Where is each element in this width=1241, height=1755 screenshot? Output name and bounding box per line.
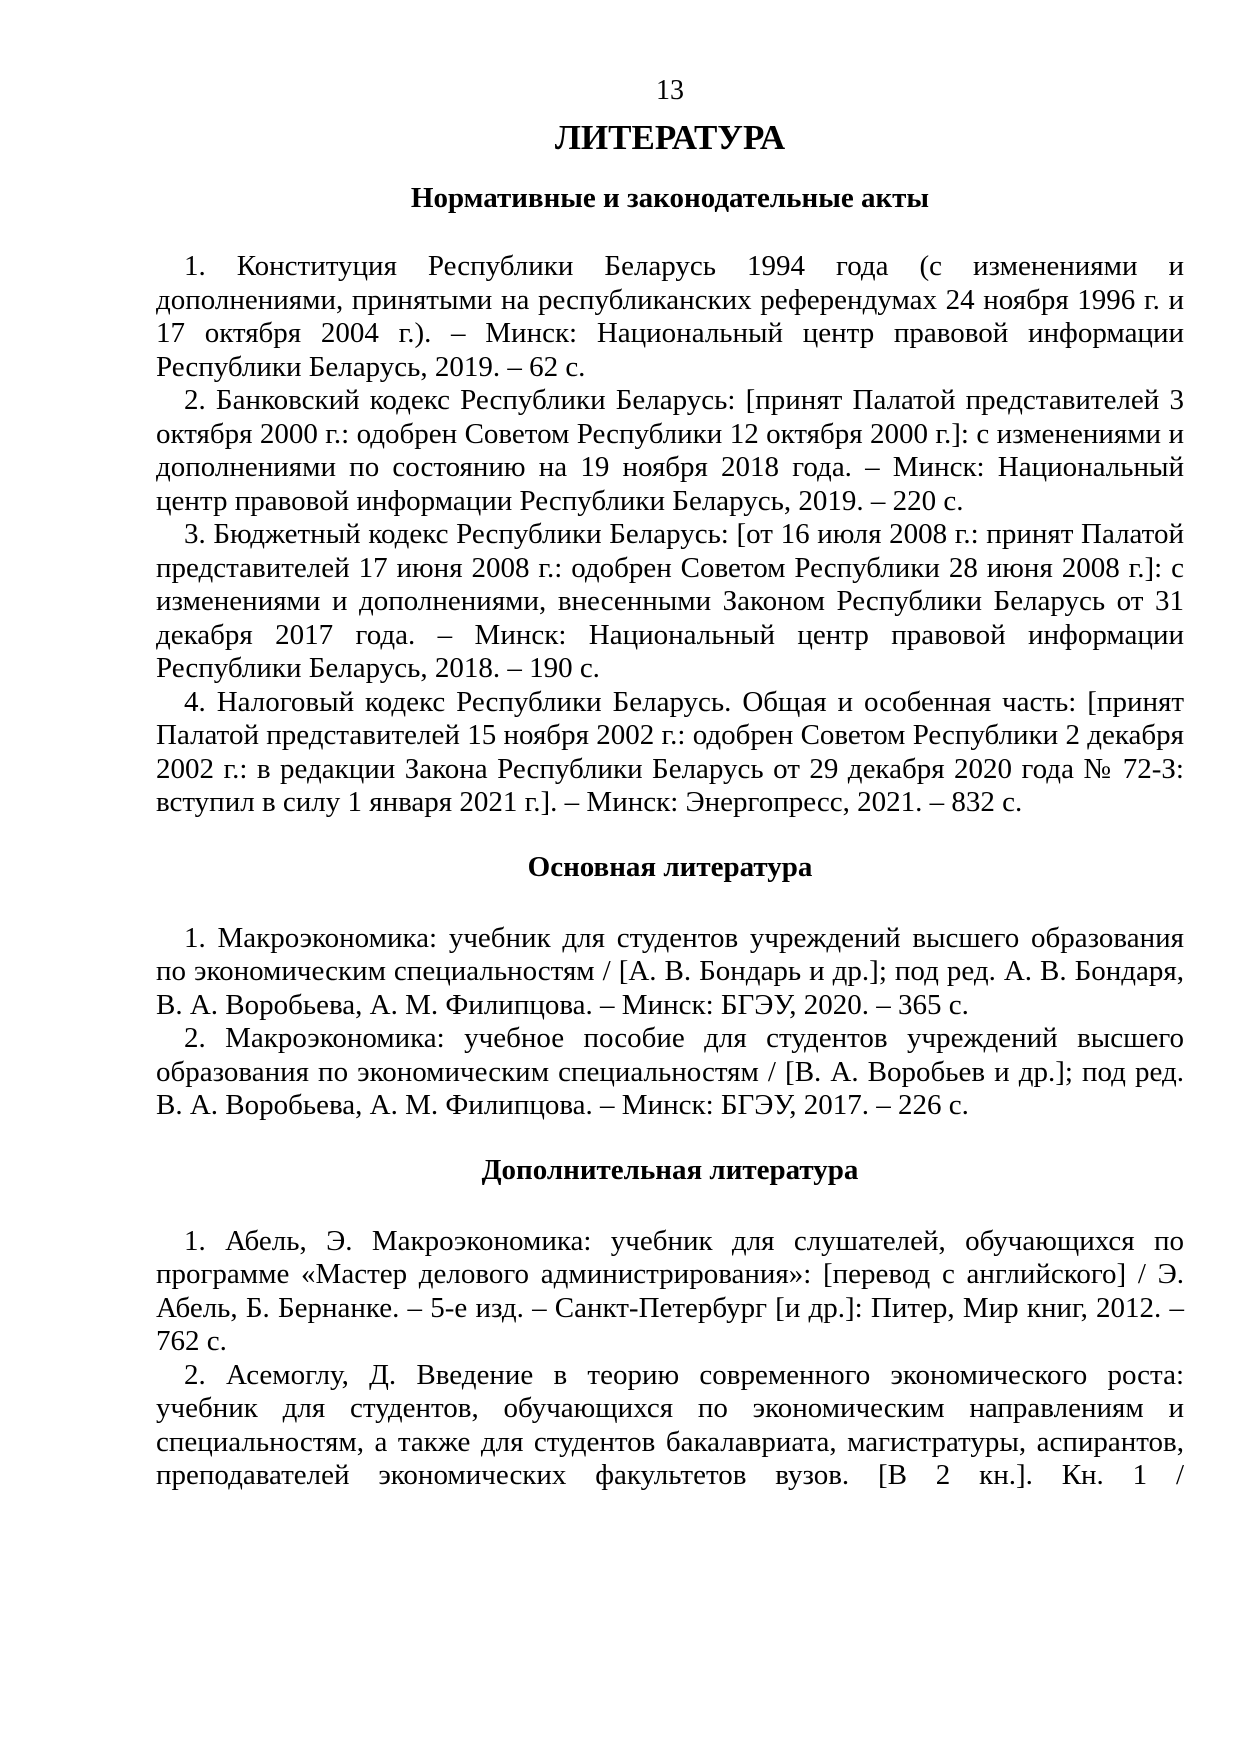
reference-item: 2. Асемоглу, Д. Введение в теорию современного экономического роста: учебник для студентов, обучающихся по экономическим направлениям и специальностям, а также для студентов бакалавриата, магистратуры, аспирантов, преподавателей экономических факультетов вузов. [В 2 кн.]. Кн. 1 / bbox=[156, 1358, 1184, 1491]
reference-item: 1. Абель, Э. Макроэкономика: учебник для слушателей, обучающихся по программе «Мастер делового администрирования»: [перевод с английского] / Э. Абель, Б. Бернанке. – 5-е изд. – Санкт-Петербург [и др.]: Питер, Мир книг, 2012. – 762 с. bbox=[156, 1224, 1184, 1357]
reference-item: 4. Налоговый кодекс Республики Беларусь. Общая и особенная часть: [принят Палатой представителей 15 ноября 2002 г.: одобрен Советом Республики 2 декабря 2002 г.: в редакции Закона Республики Беларусь от 29 декабря 2020 года № 72-З: вступил в силу 1 января 2021 г.]. – Минск: Энергопресс, 2021. – 832 с. bbox=[156, 685, 1184, 818]
page-number: 13 bbox=[656, 75, 684, 106]
content-area bbox=[156, 74, 1184, 1493]
reference-item: 1. Конституция Республики Беларусь 1994 года (с изменениями и дополнениями, принятыми на республиканских референдумах 24 ноября 1996 г. и 17 октября 2004 г.). – Минск: Национальный центр правовой информации Республики Беларусь, 2019. – 62 с. bbox=[156, 250, 1184, 383]
section-heading-normative-acts: Нормативные и законодательные акты bbox=[410, 182, 930, 214]
section-heading-additional-literature: Дополнительная литература bbox=[481, 1153, 859, 1186]
reference-item: 1. Макроэкономика: учебник для студентов учреждений высшего образования по экономическим специальностям / [А. В. Бондарь и др.]; под ред. А. В. Бондаря, В. А. Воробьева, А. М. Филипцова. – Минск: БГЭУ, 2020. – 365 с. bbox=[156, 921, 1184, 1021]
reference-item: 3. Бюджетный кодекс Республики Беларусь: [от 16 июля 2008 г.: принят Палатой представителей 17 июня 2008 г.: одобрен Советом Республики 28 июня 2008 г.]: с изменениями и дополнениями, внесенными Законом Республики Беларусь от 31 декабря 2017 года. – Минск: Национальный центр правовой информации Республики Беларусь, 2018. – 190 с. bbox=[156, 518, 1184, 684]
reference-item: 2. Банковский кодекс Республики Беларусь: [принят Палатой представителей 3 октября 2000 г.: одобрен Советом Республики 12 октября 2000 г.]: с изменениями и дополнениями по состоянию на 19 ноября 2018 года. – Минск: Национальный центр правовой информации Республики Беларусь, 2019. – 220 с. bbox=[156, 384, 1184, 517]
main-title: ЛИТЕРАТУРА bbox=[554, 118, 786, 157]
reference-item: 2. Макроэкономика: учебное пособие для студентов учреждений высшего образования по экономическим специальностям / [В. А. Воробьев и др.]; под ред. В. А. Воробьева, А. М. Филипцова. – Минск: БГЭУ, 2017. – 226 с. bbox=[156, 1022, 1184, 1121]
section-heading-main-literature: Основная литература bbox=[527, 850, 813, 883]
